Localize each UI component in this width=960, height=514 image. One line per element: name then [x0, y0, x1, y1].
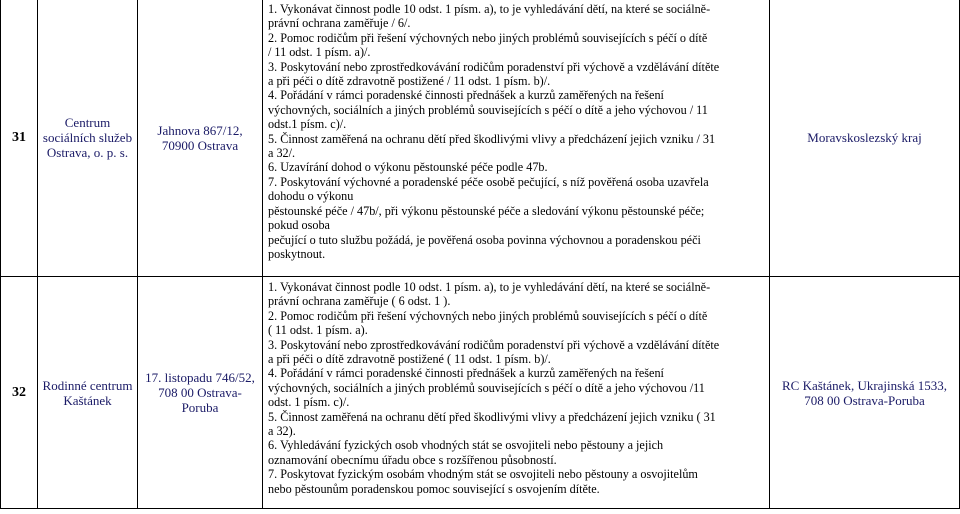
- activity-line: pečující o tuto službu požádá, je pověřená osoba povinna výchovnou a poradenskou péči: [268, 232, 701, 247]
- activity-line: 4. Pořádání v rámci poradenské činnosti přednášek a kurzů zaměřených na řešení: [268, 366, 664, 381]
- provider-address-line: 17. listopadu 746/52,: [145, 370, 255, 385]
- activity-line: a při péči o dítě zdravotně postižené / 11 odst. 1 písm. b)/.: [268, 74, 551, 89]
- table-row: [1, 0, 960, 277]
- activity-line: poskytnout.: [268, 246, 326, 261]
- activity-line: odst. 1 písm. c)/.: [268, 395, 350, 410]
- provider-name-line: Rodinné centrum: [42, 377, 133, 393]
- provider-address-line: 708 00 Ostrava-: [158, 385, 242, 400]
- activity-line: a 32).: [268, 424, 296, 439]
- activity-line: 3. Poskytování nebo zprostředkovávání rodičům poradenství při výchově a vzdělávání dítěte: [268, 337, 720, 352]
- region-cell: [770, 277, 960, 509]
- row-number: 31: [1, 0, 38, 277]
- activity-line: výchovných, sociálních a jiných problémů souvisejících s péčí o dítě a jeho výchovou /11: [268, 380, 705, 395]
- activity-line: pěstounské péče / 47b/, při výkonu pěstounské péče a sledování výkonu pěstounské péče;: [268, 203, 705, 218]
- activities-cell: [263, 277, 770, 509]
- provider-address: [138, 277, 263, 509]
- activity-line: právní ochrana zaměřuje / 6/.: [268, 16, 411, 31]
- activity-line: nebo pěstounům poradenskou pomoc související s osvojením dítěte.: [268, 481, 600, 496]
- activity-line: 1. Vykonávat činnost podle 10 odst. 1 písm. a), to je vyhledávání dětí, na které se sociálně-: [268, 2, 711, 16]
- provider-address-line: Poruba: [181, 400, 219, 415]
- activity-line: a při péči o dítě zdravotně postižené ( 11 odst. 1 písm. b)/.: [268, 352, 551, 367]
- provider-name: [38, 0, 138, 277]
- activity-line: 6. Vyhledávání fyzických osob vhodných stát se osvojiteli nebo pěstouny a jejich: [268, 438, 664, 453]
- activity-line: dohodu o výkonu: [268, 189, 354, 204]
- activity-line: oznamování obecnímu úřadu obce s rozšířenou působností.: [268, 452, 557, 467]
- activity-line: / 11 odst. 1 písm. a)/.: [268, 45, 371, 60]
- provider-name-line: sociálních služeb: [42, 130, 133, 145]
- provider-address-line: Jahnova 867/12,: [157, 122, 243, 138]
- activity-line: 6. Uzavírání dohod o výkonu pěstounské péče podle 47b.: [268, 160, 548, 175]
- row-number: 32: [1, 277, 38, 509]
- activity-line: odst.1 písm. c)/.: [268, 117, 347, 132]
- activity-line: pokud osoba: [268, 218, 330, 233]
- region-cell: [770, 0, 960, 277]
- activity-line: 2. Pomoc rodičům při řešení výchovných nebo jiných problémů souvisejících s péčí o dítě: [268, 30, 708, 45]
- provider-name-line: Centrum: [64, 115, 111, 130]
- activity-line: 4. Pořádání v rámci poradenské činnosti přednášek a kurzů zaměřených na řešení: [268, 88, 664, 103]
- activity-line: 1. Vykonávat činnost podle 10 odst. 1 písm. a), to je vyhledávání dětí, na které se sociálně-: [268, 280, 711, 294]
- provider-address: [138, 0, 263, 277]
- activity-line: a 32/.: [268, 146, 296, 161]
- provider-address-line: 70900 Ostrava: [161, 137, 239, 153]
- activity-line: výchovných, sociálních a jiných problémů souvisejících s péčí o dítě a jeho výchovou / 11: [268, 102, 708, 117]
- activities-cell: [263, 0, 770, 277]
- activity-line: 5. Činnost zaměřená na ochranu dětí před škodlivými vlivy a předcházení jejich vzniku ( 31: [268, 409, 716, 424]
- activity-line: 3. Poskytování nebo zprostředkovávání rodičům poradenství při výchově a vzdělávání dítěte: [268, 59, 720, 74]
- activity-line: ( 11 odst. 1 písm. a).: [268, 323, 368, 338]
- provider-name-line: Ostrava, o. p. s.: [46, 145, 129, 160]
- activity-line: právní ochrana zaměřuje ( 6 odst. 1 ).: [268, 294, 451, 309]
- provider-name-line: Kaštánek: [63, 392, 112, 408]
- activity-line: 5. Činnost zaměřená na ochranu dětí před škodlivými vlivy a předcházení jejich vzniku / 31: [268, 131, 716, 146]
- provider-name: [38, 277, 138, 509]
- table-body: [1, 0, 960, 509]
- activity-line: 2. Pomoc rodičům při řešení výchovných nebo jiných problémů souvisejících s péčí o dítě: [268, 308, 708, 323]
- region-line: RC Kaštánek, Ukrajinská 1533,: [781, 377, 947, 393]
- activity-line: 7. Poskytovat fyzickým osobám vhodným stát se osvojiteli nebo pěstouny a osvojitelům: [268, 467, 698, 482]
- table-row: [1, 277, 960, 509]
- region-line: Moravskoslezský kraj: [807, 130, 922, 145]
- region-line: 708 00 Ostrava-Poruba: [804, 392, 925, 408]
- activity-line: 7. Poskytování výchovné a poradenské péče osobě pečující, s níž pověřená osoba uzavřela: [268, 174, 709, 189]
